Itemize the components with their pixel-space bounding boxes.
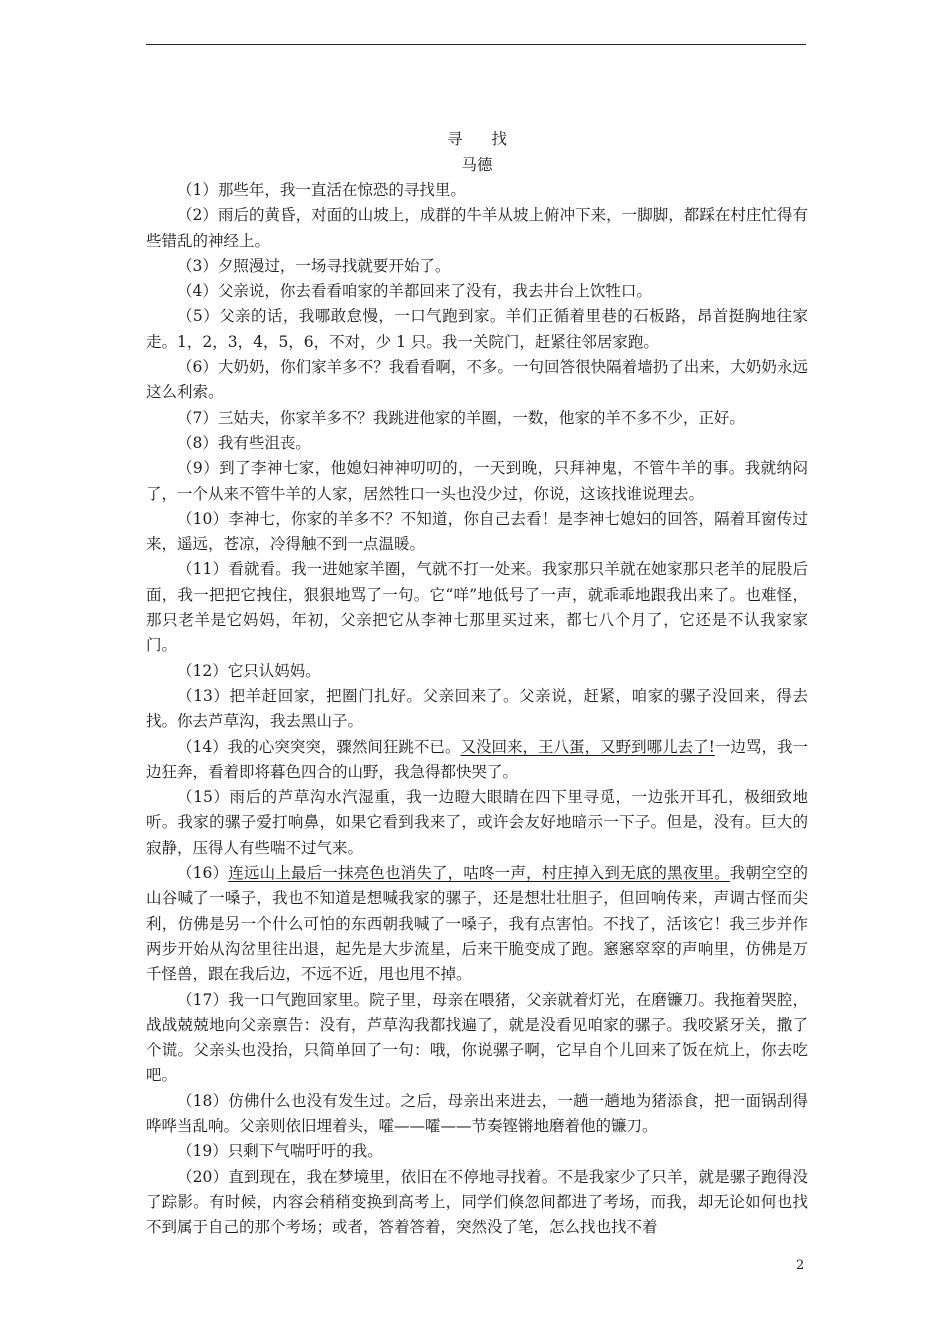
paragraph-9: [146, 456, 808, 507]
paragraph-text: 三姑夫，你家羊多不？我跳进他家的羊圈，一数，他家的羊不多不少，正好。: [217, 408, 745, 427]
paragraph-number: （18）: [177, 1091, 229, 1110]
paragraph-4: [146, 279, 808, 304]
paragraph-number: （1）: [177, 181, 218, 199]
paragraph-text: 我一口气跑回家里。院子里，母亲在喂猪，父亲就着灯光，在磨镰刀。我拖着哭腔，战战兢兢地向父亲禀告：没有，芦草沟我都找遍了，就是没看见咱家的骡子。我咬紧牙关，撒了个谎。父亲头也没抬，只简单回了一句：哦，你说骡子啊，它早自个儿回来了饭在炕上，你去吃吧。: [146, 990, 808, 1085]
paragraph-14: [146, 735, 808, 786]
page-number: 2: [796, 1258, 805, 1273]
paragraph-19: [146, 1139, 808, 1164]
paragraph-20: [146, 1165, 808, 1241]
article-title: 寻 找: [447, 130, 519, 148]
paragraph-text: 父亲说，你去看看咱家的羊都回来了没有，我去井台上饮牲口。: [217, 282, 652, 301]
paragraph-number: （20）: [177, 1167, 229, 1186]
paragraph-number: （15）: [177, 788, 230, 807]
paragraph-number: （13）: [177, 686, 230, 705]
paragraph-number: （12）: [177, 661, 228, 680]
paragraph-text: 看就看。我一进她家羊圈，气就不打一处来。我家那只羊就在她家那只老羊的屁股后面，我一把把它拽住，狠狠地骂了一句。它“咩”地低号了一声，就乖乖地跟我出来了。也难怪，那只老羊是它妈妈，年初，父亲把它从李神七那里买过来，都七八个月了，它还是不认我家家门。: [146, 560, 808, 655]
paragraph-text: 我有些沮丧。: [217, 433, 311, 452]
paragraph-text: 只剩下气喘吁吁的我。: [227, 1142, 383, 1161]
paragraph-number: （3）: [177, 256, 218, 275]
paragraph-text: 把羊赶回家，把圈门扎好。父亲回来了。父亲说，赶紧，咱家的骡子没回来，得去找。你去芦草沟，我去黑山子。: [146, 686, 808, 731]
paragraph-text: 夕照漫过，一场寻找就要开始了。: [217, 256, 451, 275]
paragraph-number: （10）: [177, 509, 229, 528]
article: [146, 126, 808, 1240]
paragraph-text: 它只认妈妈。: [227, 661, 321, 680]
paragraph-text: 雨后的芦草沟水汽湿重，我一边瞪大眼睛在四下里寻觅，一边张开耳孔，极细致地听。我家的骡子爱打响鼻，如果它看到我来了，或许会友好地暗示一下子。但是，没有。巨大的寂静，压得人有些喘不过气来。: [146, 788, 808, 857]
paragraph-number: （2）: [177, 206, 218, 225]
paragraph-text: 我的心突突突，骤然间狂跳不已。: [227, 737, 461, 756]
header-rule: [146, 44, 806, 45]
paragraph-17: [146, 988, 808, 1089]
paragraph-5: [146, 304, 808, 355]
article-author: 马德: [461, 156, 493, 174]
underlined-sentence: 连远山上最后一抹亮色也消失了，咕咚一声，村庄掉入到无底的黑夜里。: [228, 864, 730, 883]
paragraph-text: 直到现在，我在梦境里，依旧在不停地寻找着。不是我家少了只羊，就是骡子跑得没了踪影。有时候，内容会稍稍变换到高考上，同学们倏忽间都进了考场，而我，却无论如何也找不到属于自己的那个考场；或者，答着答着，突然没了笔，怎么找也找不着: [146, 1167, 808, 1237]
paragraph-2: [146, 203, 808, 254]
paragraph-text: 仿佛什么也没有发生过。之后，母亲出来进去，一趟一趟地为猪添食，把一面锅刮得哗哗当乱响。父亲则依旧埋着头，嚯——嚯——节奏铿锵地磨着他的镰刀。: [146, 1091, 808, 1135]
paragraph-number: （8）: [177, 433, 218, 452]
paragraph-number: （14）: [177, 737, 228, 756]
paragraph-number: （6）: [177, 358, 218, 377]
paragraph-13: [146, 684, 808, 735]
paragraph-text: 雨后的黄昏，对面的山坡上，成群的牛羊从坡上俯冲下来，一脚脚，都踩在村庄忙得有些错乱的神经上。: [146, 206, 808, 250]
paragraph-text-continued: 我朝空空的山谷喊了一嗓子，我也不知道是想喊我家的骡子，还是想壮壮胆子，但回响传来，声调古怪而尖利，仿佛是另一个什么可怕的东西朝我喊了一嗓子，我有点害怕。不找了，活该它！我三步并作两步开始从沟岔里往出退，起先是大步流星，后来干脆变成了跑。窸窸窣窣的声响里，仿佛是万千怪兽，跟在我后边，不远不近，甩也甩不掉。: [146, 864, 808, 984]
paragraph-number: （16）: [177, 864, 229, 883]
paragraph-text: 到了李神七家，他媳妇神神叨叨的，一天到晚，只拜神鬼，不管牛羊的事。我就纳闷了，一个从来不管牛羊的人家，居然牲口一头也没少过，你说，这该找谁说理去。: [146, 459, 808, 503]
paragraph-number: （19）: [177, 1142, 228, 1161]
paragraph-1: [146, 178, 808, 203]
paragraph-number: （5）: [177, 307, 220, 326]
paragraph-12: [146, 659, 808, 684]
paragraph-number: （11）: [177, 560, 229, 579]
paragraph-16: [146, 861, 808, 987]
paragraph-7: [146, 406, 808, 431]
paragraph-text: 那些年，我一直活在惊恐的寻找里。: [217, 181, 466, 199]
underlined-sentence: 又没回来，王八蛋，又野到哪儿去了!: [460, 737, 715, 756]
paragraph-number: （4）: [177, 282, 218, 301]
paragraph-number: （9）: [177, 459, 220, 478]
paragraph-text: 父亲的话，我哪敢怠慢，一口气跑到家。羊们正循着里巷的石板路，昂首挺胸地往家走。1，2，3，4，5，6，不对，少 1 只。我一关院门，赶紧往邻居家跑。: [146, 307, 808, 351]
paragraph-18: [146, 1089, 808, 1140]
paragraph-text: 李神七，你家的羊多不？不知道，你自己去看！是李神七媳妇的回答，隔着耳窗传过来，遥远，苍凉，冷得触不到一点温暖。: [146, 509, 808, 554]
paragraph-10: [146, 507, 808, 558]
paragraph-15: [146, 785, 808, 861]
paragraph-3: [146, 254, 808, 279]
paragraph-text-continued: 一边骂，我一边狂奔，看着即将暮色四合的山野，我急得都快哭了。: [146, 737, 808, 781]
paragraph-number: （7）: [177, 408, 218, 427]
paragraph-text: 大奶奶，你们家羊多不？我看看啊，不多。一句回答很快隔着墙扔了出来，大奶奶永远这么利索。: [146, 358, 808, 402]
paragraph-6: [146, 355, 808, 406]
paragraph-8: [146, 431, 808, 456]
paragraph-number: （17）: [177, 990, 229, 1009]
paragraph-11: [146, 557, 808, 658]
